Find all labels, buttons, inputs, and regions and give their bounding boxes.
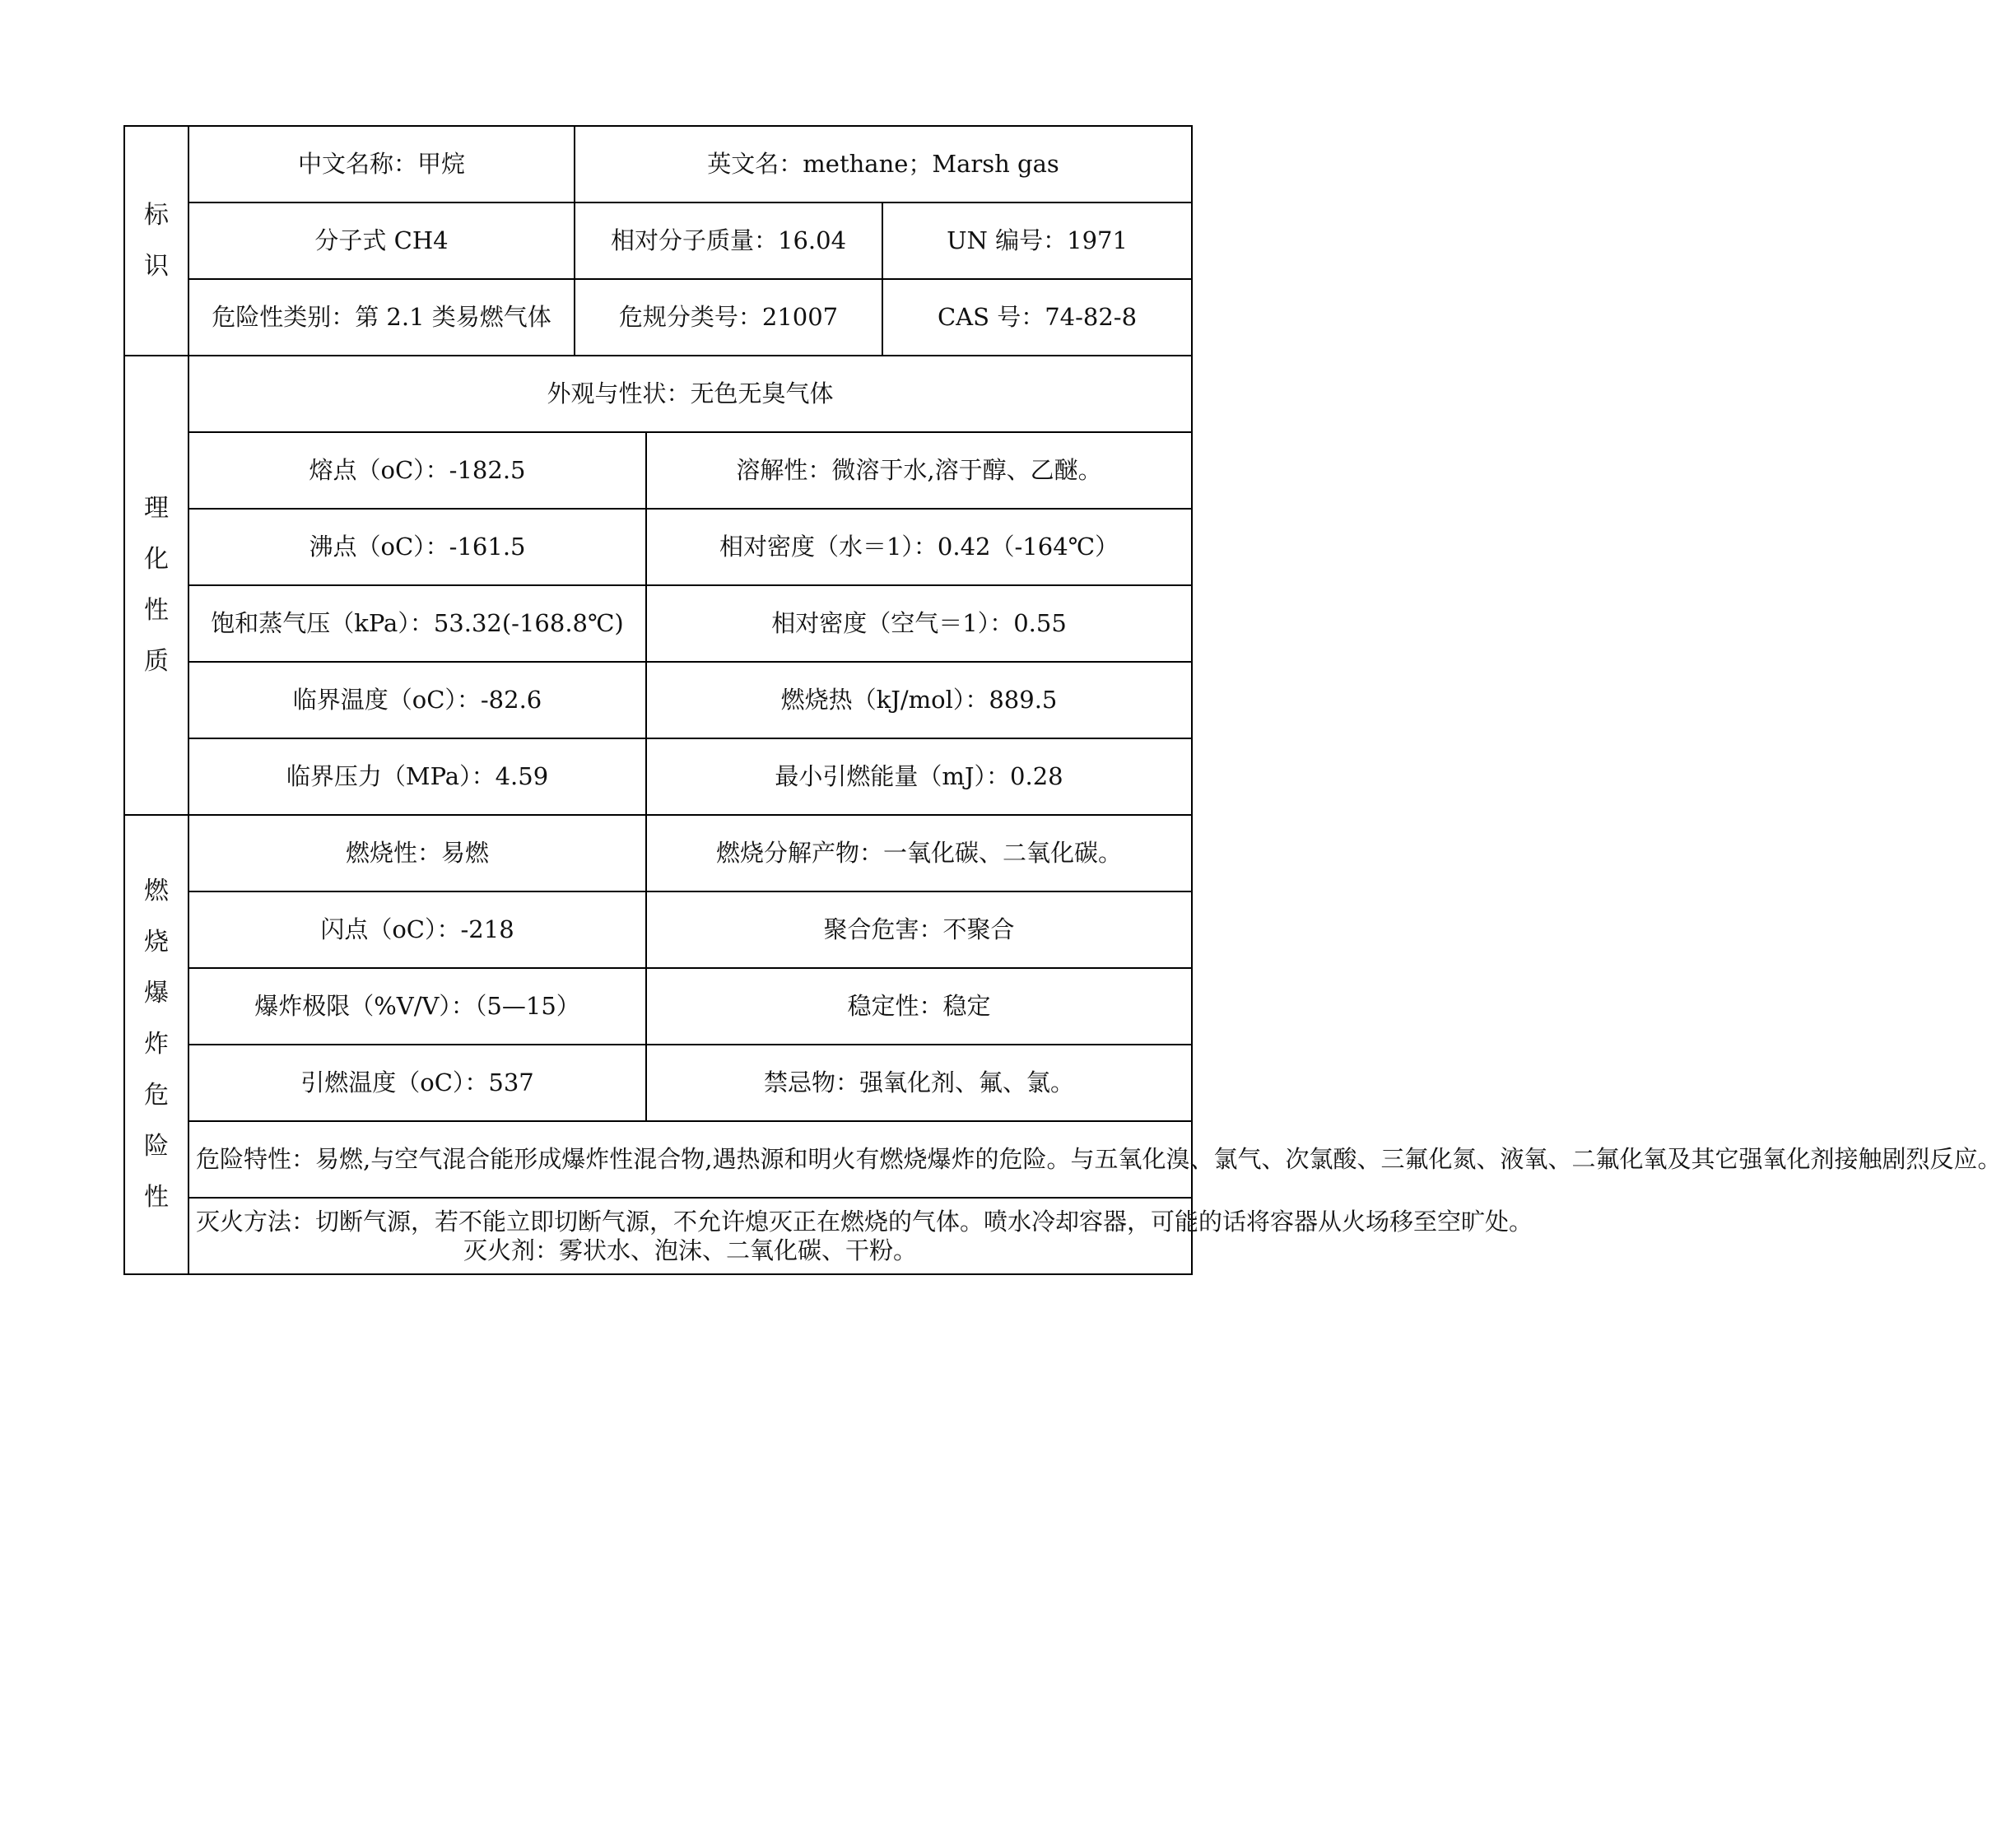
- critical-temperature: 临界温度（oC）：-82.6: [188, 662, 646, 738]
- hazard-characteristics: 危险特性：易燃,与空气混合能形成爆炸性混合物,遇热源和明火有燃烧爆炸的危险。与五氧化溴、氯气、次氯酸、三氟化氮、液氧、二氟化氧及其它强氧化剂接触剧烈反应。: [188, 1121, 1192, 1198]
- relative-density-water: 相对密度（水＝1）：0.42（-164℃）: [646, 509, 1192, 585]
- physical-row: [124, 738, 1192, 815]
- incompatible-materials: 禁忌物：强氧化剂、氟、氯。: [646, 1045, 1192, 1121]
- stability: 稳定性：稳定: [646, 968, 1192, 1045]
- identification-row-2: [124, 202, 1192, 279]
- fire-row: [124, 891, 1192, 968]
- polymerization-hazard: 聚合危害：不聚合: [646, 891, 1192, 968]
- appearance: 外观与性状：无色无臭气体: [188, 356, 1192, 432]
- physical-label-cell: [124, 356, 188, 815]
- physical-row: [124, 432, 1192, 509]
- hazard-characteristics-row: [124, 1121, 1192, 1198]
- chinese-name: 中文名称：甲烷: [188, 126, 575, 202]
- english-name: 英文名：methane；Marsh gas: [575, 126, 1192, 202]
- fire-row: [124, 1045, 1192, 1121]
- heat-of-combustion: 燃烧热（kJ/mol）：889.5: [646, 662, 1192, 738]
- physical-row: [124, 662, 1192, 738]
- relative-density-air: 相对密度（空气＝1）：0.55: [646, 585, 1192, 662]
- flammability: 燃烧性：易燃: [188, 815, 646, 891]
- molecular-mass: 相对分子质量：16.04: [575, 202, 882, 279]
- fire-label: 燃烧爆炸危险性: [144, 877, 169, 1212]
- boiling-point: 沸点（oC）：-161.5: [188, 509, 646, 585]
- cas-number: CAS 号：74-82-8: [882, 279, 1192, 356]
- physical-row: [124, 509, 1192, 585]
- melting-point: 熔点（oC）：-182.5: [188, 432, 646, 509]
- un-number: UN 编号：1971: [882, 202, 1192, 279]
- solubility: 溶解性：微溶于水,溶于醇、乙醚。: [646, 432, 1192, 509]
- identification-row-3: [124, 279, 1192, 356]
- identification-label: 标识: [144, 200, 169, 281]
- identification-label-cell: [124, 126, 188, 356]
- hazard-class: 危险性类别：第 2.1 类易燃气体: [188, 279, 575, 356]
- firefighting-cell: [188, 1198, 1533, 1274]
- flash-point: 闪点（oC）：-218: [188, 891, 646, 968]
- msds-table: [123, 125, 2001, 1275]
- molecular-formula: 分子式 CH4: [188, 202, 575, 279]
- fire-row: [124, 815, 1192, 891]
- explosion-limits: 爆炸极限（%V/V）：（5—15）: [188, 968, 646, 1045]
- physical-label: 理化性质: [144, 494, 169, 676]
- combustion-products: 燃烧分解产物：一氧化碳、二氧化碳。: [646, 815, 1192, 891]
- extinguishing-agents: 灭火剂：雾状水、泡沫、二氧化碳、干粉。: [463, 1236, 918, 1264]
- physical-row: [124, 585, 1192, 662]
- appearance-row: [124, 356, 1192, 432]
- critical-pressure: 临界压力（MPa）：4.59: [188, 738, 646, 815]
- dangerous-goods-number: 危规分类号：21007: [575, 279, 882, 356]
- firefighting-row: [124, 1198, 1192, 1274]
- firefighting-method: 灭火方法：切断气源，若不能立即切断气源，不允许熄灭正在燃烧的气体。喷水冷却容器，可能的话将容器从火场移至空旷处。: [196, 1207, 1533, 1236]
- vapor-pressure: 饱和蒸气压（kPa）：53.32(-168.8℃): [188, 585, 646, 662]
- identification-row-1: [124, 126, 1192, 202]
- fire-label-cell: [124, 815, 188, 1274]
- autoignition-temperature: 引燃温度（oC）：537: [188, 1045, 646, 1121]
- fire-row: [124, 968, 1192, 1045]
- minimum-ignition-energy: 最小引燃能量（mJ）：0.28: [646, 738, 1192, 815]
